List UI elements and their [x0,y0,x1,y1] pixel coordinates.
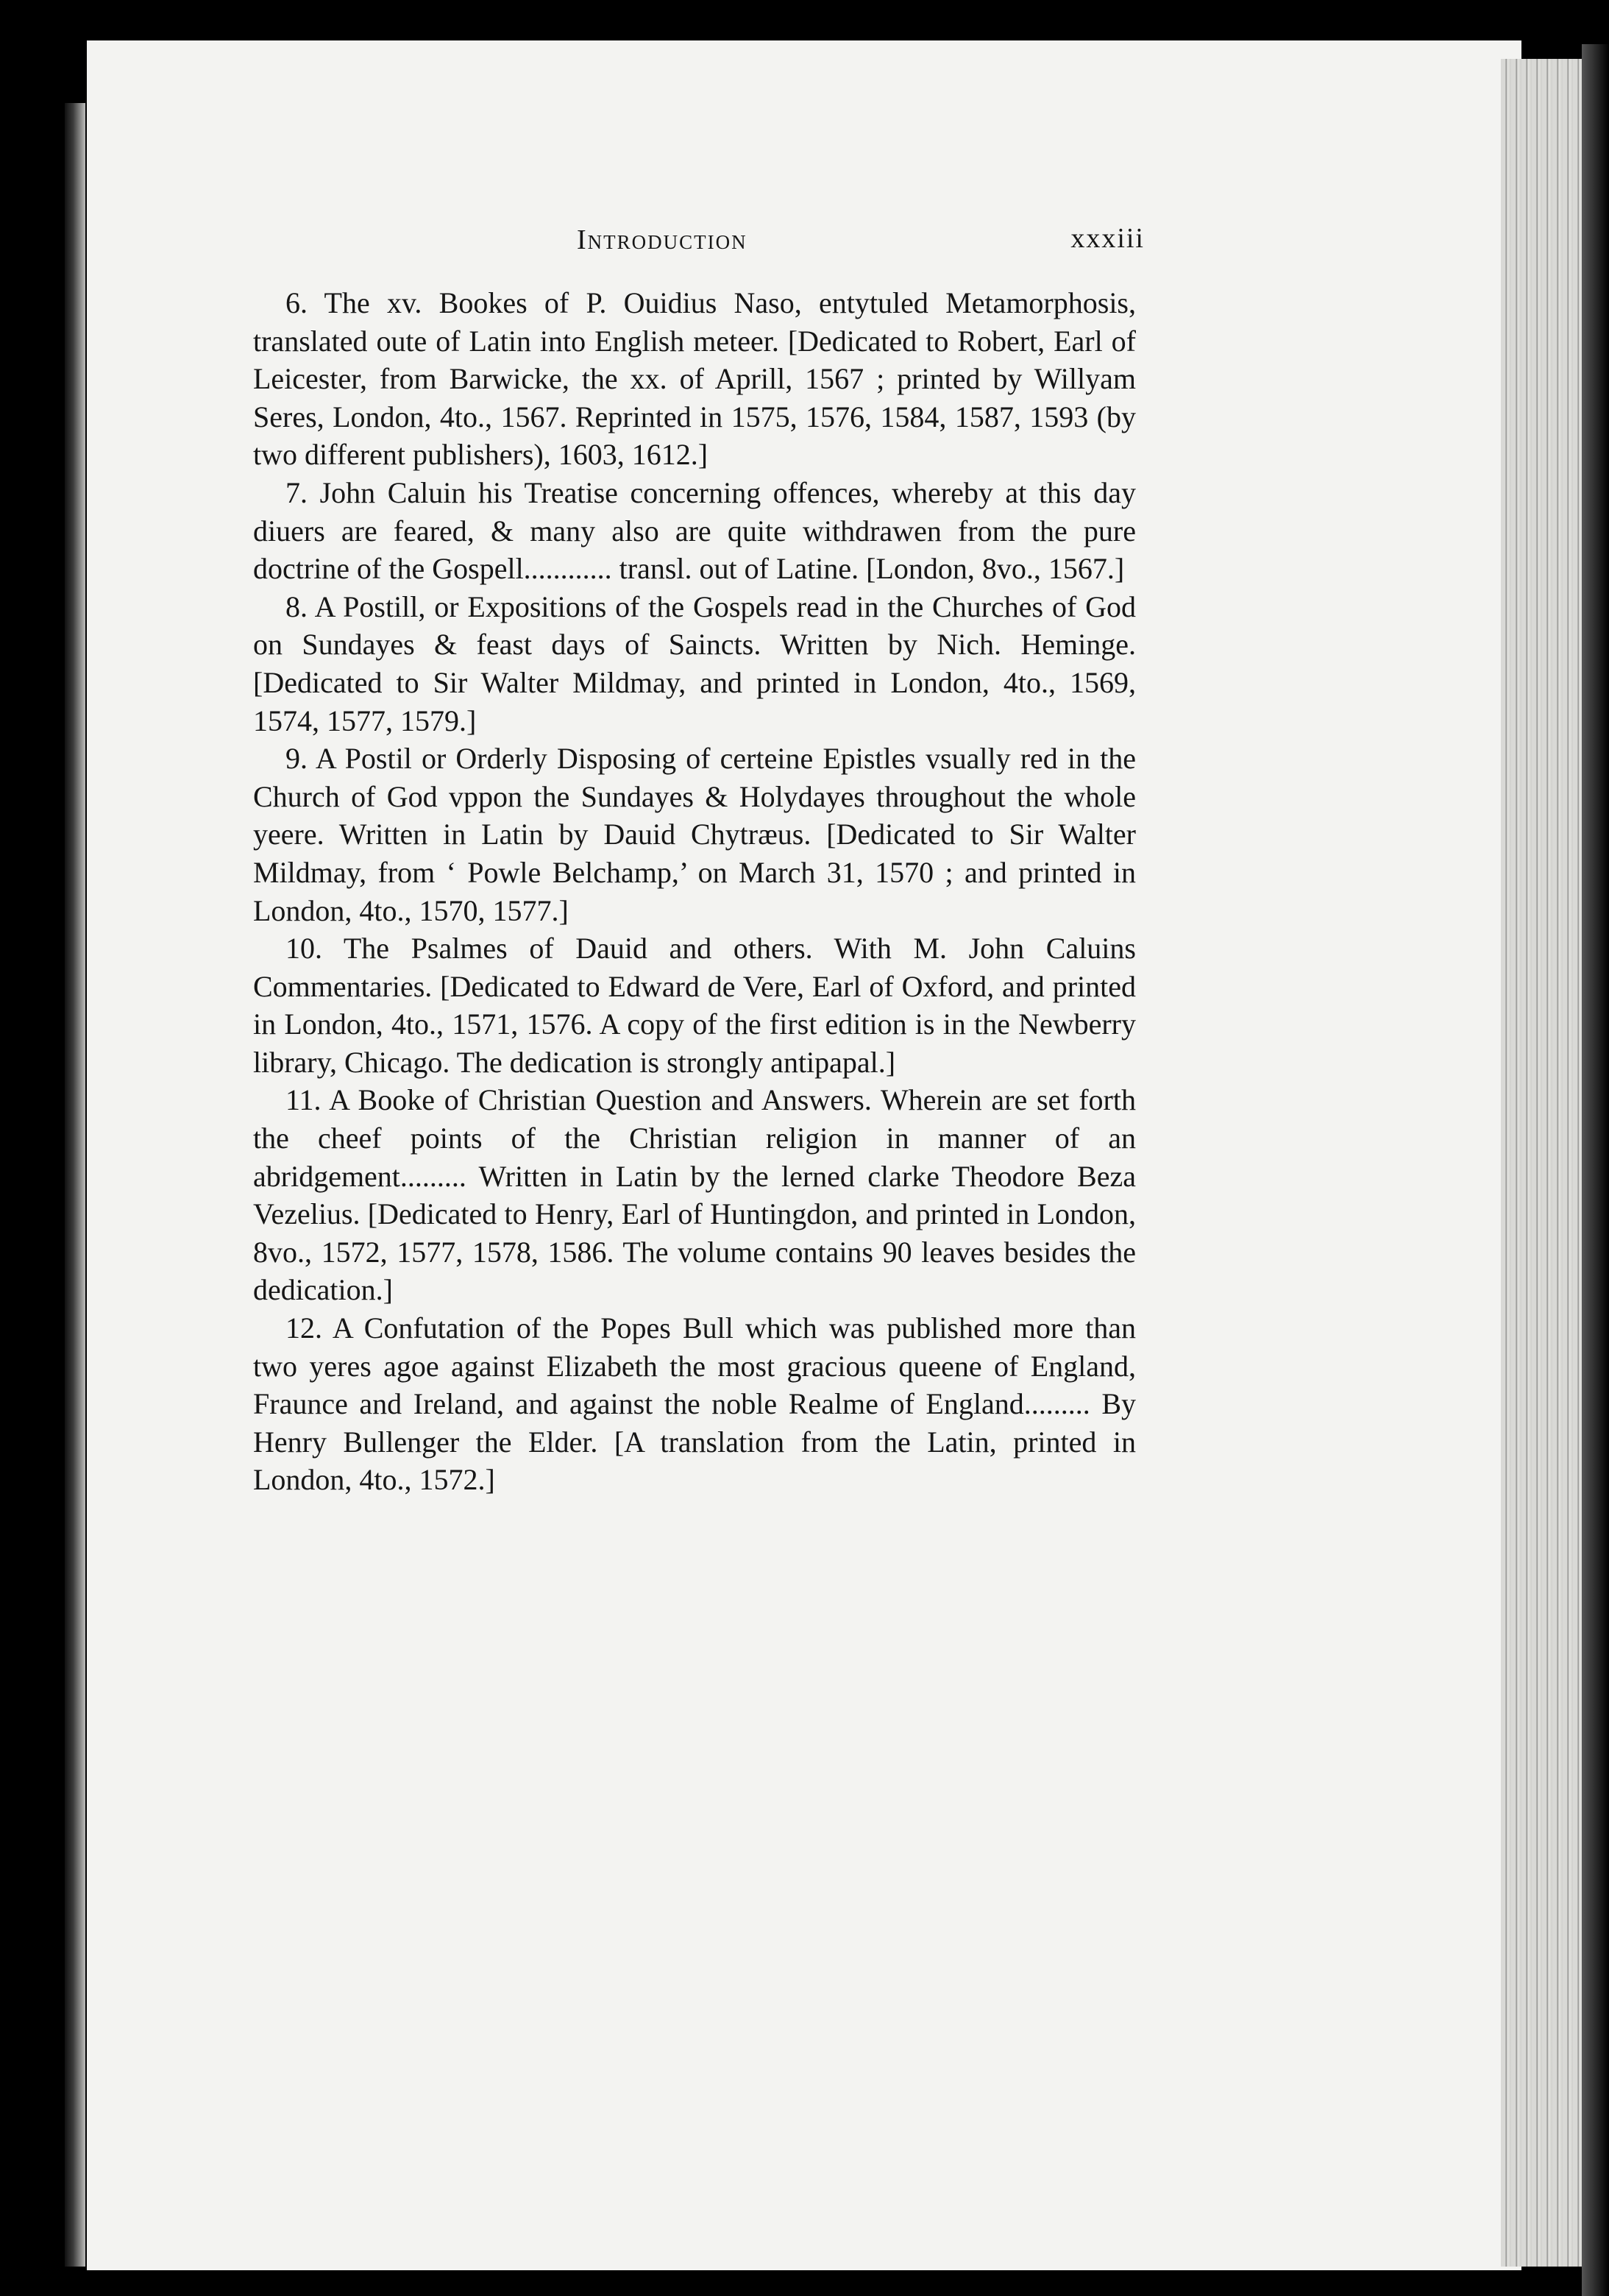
bibliography-entry: 8. A Postill, or Expositions of the Gospels read in the Churches of God on Sundayes & feast days of Saincts. Written by Nich. Heminge. [Dedicated to Sir Walter Mildmay, and printed in London, 4to., 1569, 1574, 1577, 1579.] [253,589,1136,737]
bibliography-entry: 10. The Psalmes of Dauid and others. With M. John Caluins Commentaries. [Dedicated to Edward de Vere, Earl of Oxford, and printed in London, 4to., 1571, 1576. A copy of the first edition is in the Newberry library, Chicago. The dedication is strongly antipapal.] [253,932,1136,1079]
bibliography-entry: 11. A Booke of Christian Question and Answers. Wherein are set forth the cheef points of the Christian religion in manner of an abridgement......... Written in Latin by the lerned clarke Theodore Beza Vezelius. [Dedicated to Henry, Earl of Huntingdon, and printed in London, 8vo., 1572, 1577, 1578, 1586. The volume contains 90 leaves besides the dedication.] [253,1083,1136,1307]
bibliography-entry: 12. A Confutation of the Popes Bull which was published more than two yeres agoe against Elizabeth the most gracious queene of England, Fraunce and Ireland, and against the noble Realme of England......... By Henry Bullenger the Elder. [A translation from the Latin, printed in London, 4to., 1572.] [253,1311,1136,1497]
binding-edge [65,103,85,2267]
bibliography-entry: 6. The xv. Bookes of P. Ouidius Naso, entytuled Metamorphosis, translated oute of Latin into English meteer. [Dedicated to Robert, Earl of Leicester, from Barwicke, the xx. of Aprill, 1567 ; printed by Willyam Seres, London, 4to., 1567. Reprinted in 1575, 1576, 1584, 1587, 1593 (by two different publishers), 1603, 1612.] [253,286,1136,472]
bibliography-list [253,284,1136,1499]
bibliography-entry: 7. John Caluin his Treatise concerning offences, whereby at this day diuers are feared, & many also are quite withdrawen from the pure doctrine of the Gospell............ transl. out of Latine. [London, 8vo., 1567.] [253,475,1136,586]
edge-shadow [1582,44,1609,2296]
text-block [253,218,1145,1499]
running-title: Introduction [577,224,747,255]
page-number: xxxiii [1070,223,1145,254]
running-head [253,218,1145,262]
bibliography-entry: 9. A Postil or Orderly Disposing of certeine Epistles vsually red in the Church of God vppon the Sundayes & Holydayes throughout the whole yeere. Written in Latin by Dauid Chytræus. [Dedicated to Sir Walter Mildmay, from ‘ Powle Belchamp,’ on March 31, 1570 ; and printed in London, 4to., 1570, 1577.] [253,742,1136,927]
